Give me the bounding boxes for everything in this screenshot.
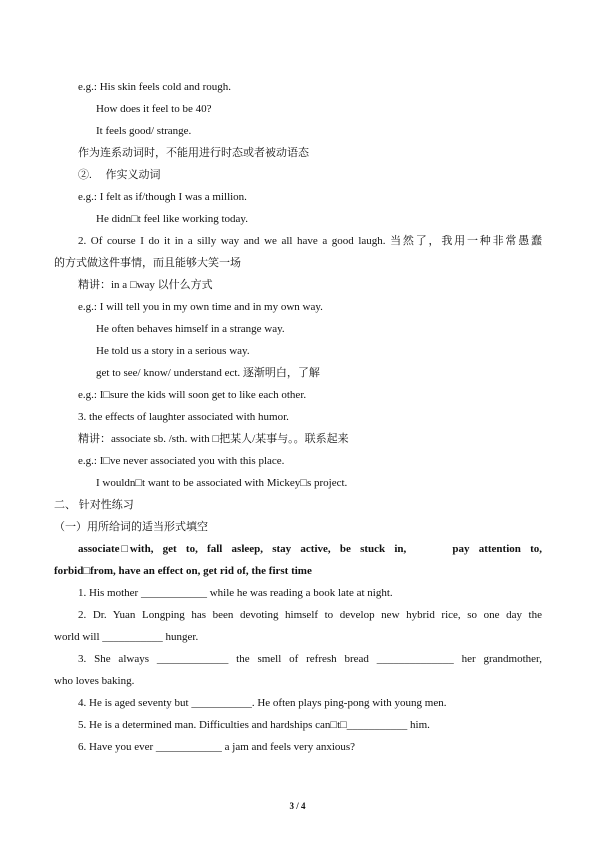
example-line: He often behaves himself in a strange way. — [96, 323, 285, 335]
word-bank-cont: forbid□from, have an effect on, get rid of, the first time — [54, 565, 312, 577]
subheading: ②. 作实义动词 — [78, 169, 161, 181]
note-line: 作为连系动词时，不能用进行时态或者被动语态 — [78, 147, 309, 159]
word-bank: associate□with, get to, fall asleep, stay active, be stuck in, pay attention to, — [78, 543, 542, 555]
exercise-item: 4. He is aged seventy but ___________. He often plays ping-pong with young men. — [78, 697, 447, 709]
example-line: e.g.: I will tell you in my own time and in my own way. — [78, 301, 323, 313]
subsection-heading: （一）用所给词的适当形式填空 — [54, 521, 208, 533]
point-heading: 3. the effects of laughter associated with humor. — [78, 411, 289, 423]
example-line: It feels good/ strange. — [96, 125, 192, 137]
exercise-item: 5. He is a determined man. Difficulties and hardships can□t□___________ him. — [78, 719, 430, 731]
phrase-line: get to see/ know/ understand ect. 逐渐明白，了解 — [96, 367, 320, 379]
example-line: How does it feel to be 40? — [96, 103, 212, 115]
exercise-item-cont: world will ___________ hunger. — [54, 631, 199, 643]
example-line: I wouldn□t want to be associated with Mickey□s project. — [96, 477, 348, 489]
exercise-item: 2. Dr. Yuan Longping has been devoting himself to develop new hybrid rice, so one day the — [78, 609, 542, 621]
example-line: e.g.: His skin feels cold and rough. — [78, 81, 232, 93]
page-number: 3 / 4 — [289, 801, 306, 811]
explanation-line: 精讲：associate sb. /sth. with □把某人/某事与。。联系起来 — [78, 433, 349, 445]
point-heading-cont: 的方式做这件事情，而且能够大笑一场 — [54, 257, 241, 269]
example-line: e.g.: I□ve never associated you with this place. — [78, 455, 285, 467]
example-line: e.g.: I felt as if/though I was a million. — [78, 191, 247, 203]
section-heading: 二、 针对性练习 — [54, 499, 134, 511]
example-line: He didn□t feel like working today. — [96, 213, 248, 225]
example-line: He told us a story in a serious way. — [96, 345, 250, 357]
example-line: e.g.: I□sure the kids will soon get to like each other. — [78, 389, 307, 401]
point-heading: 2. Of course I do it in a silly way and we all have a good laugh. 当然了，我用一种非常愚蠢 — [78, 235, 542, 247]
exercise-item: 6. Have you ever ____________ a jam and feels very anxious? — [78, 741, 356, 753]
exercise-item: 3. She always _____________ the smell of refresh bread ______________ her grandmother, — [78, 653, 542, 665]
explanation-line: 精讲：in a □way 以什么方式 — [78, 279, 213, 291]
exercise-item-cont: who loves baking. — [54, 675, 135, 687]
exercise-item: 1. His mother ____________ while he was reading a book late at night. — [78, 587, 393, 599]
